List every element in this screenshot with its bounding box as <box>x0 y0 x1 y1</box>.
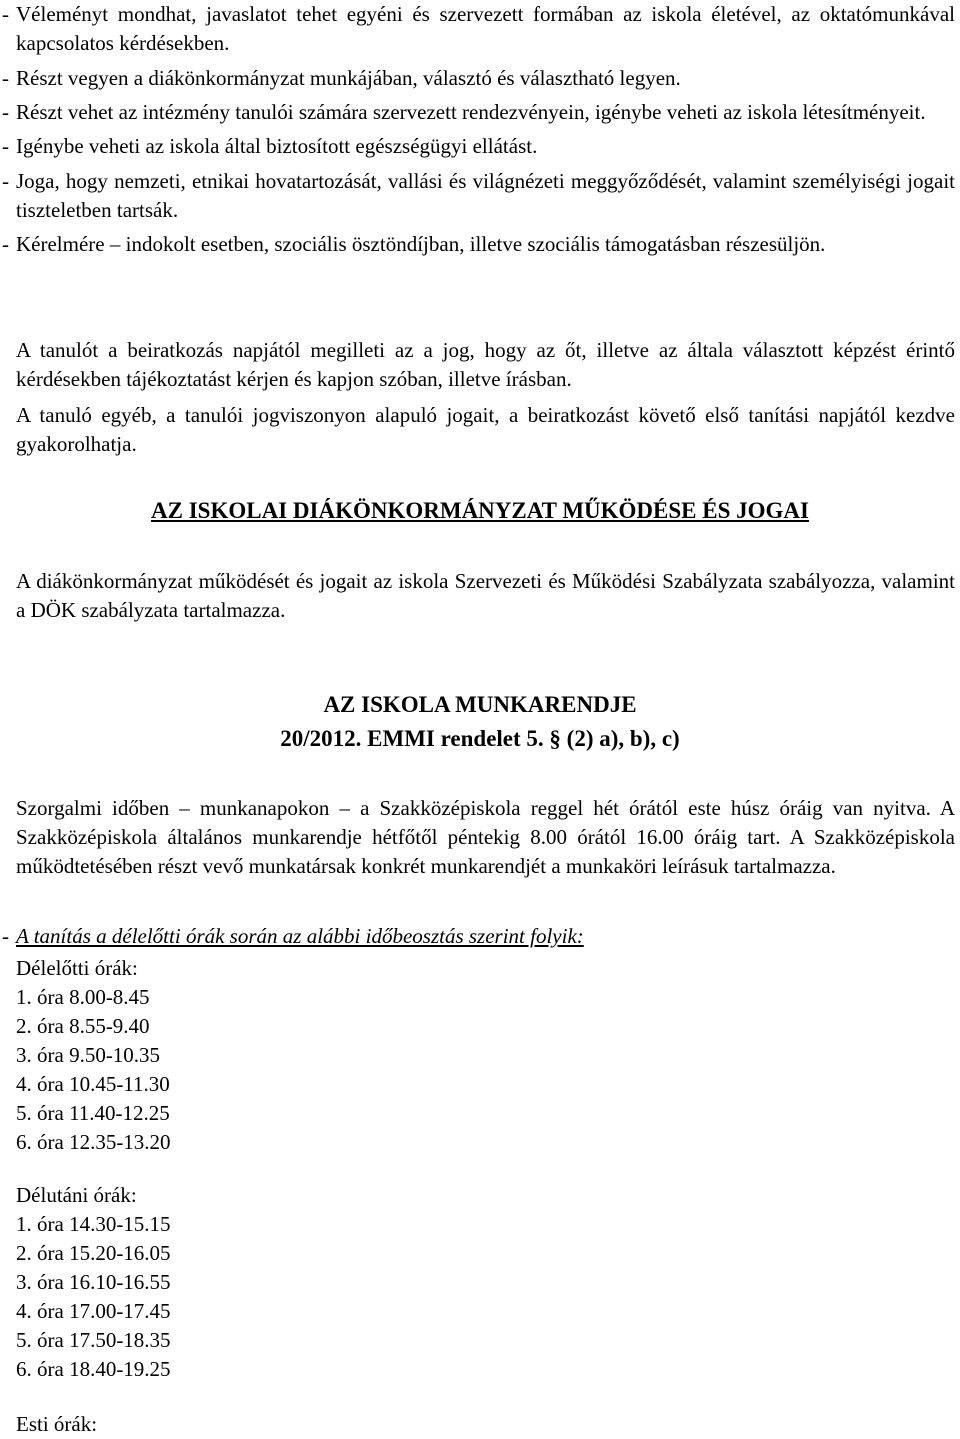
list-item <box>0 167 955 225</box>
afternoon-schedule <box>16 1181 171 1384</box>
schedule-row: 1. óra 14.30-15.15 <box>16 1212 171 1236</box>
schedule-row: 3. óra 9.50-10.35 <box>16 1043 161 1067</box>
bullet-dash: - <box>2 100 9 124</box>
section-subheading-decree: 20/2012. EMMI rendelet 5. § (2) a), b), c) <box>280 726 680 751</box>
list-item-text: Joga, hogy nemzeti, etnikai hovatartozását, vallási és világnézeti meggyőződését, valamint személyiségi jogait tiszteletben tartsák. <box>16 169 955 222</box>
schedule-row: 5. óra 17.50-18.35 <box>16 1328 171 1352</box>
rights-start-paragraph: A tanuló egyéb, a tanulói jogviszonyon alapuló jogait, a beiratkozást követő első tanítási napjától kezdve gyakorolhatja. <box>16 403 955 456</box>
information-right-paragraph: A tanulót a beiratkozás napjától megilleti az a jog, hogy az őt, illetve az általa választott képzést érintő kérdésekben tájékoztatást kérjen és kapjon szóban, illetve írásban. <box>16 338 955 391</box>
teaching-schedule-bullet <box>0 922 956 951</box>
bullet-dash: - <box>2 924 9 948</box>
bullet-dash: - <box>2 232 9 256</box>
morning-schedule <box>16 954 171 1157</box>
bullet-dash: - <box>2 66 9 90</box>
schedule-row: 2. óra 15.20-16.05 <box>16 1241 171 1265</box>
work-schedule-paragraph: Szorgalmi időben – munkanapokon – a Szakközépiskola reggel hét órától este húsz óráig van nyitva. A Szakközépiskola általános munkarendje hétfőtől péntekig 8.00 órától 16.00 óráig tart. A Szakközépiskola működtetésében részt vevő munkatársak konkrét munkarendjét a munkaköri leírásuk tartalmazza. <box>16 796 955 878</box>
list-item-text: Véleményt mondhat, javaslatot tehet egyéni és szervezett formában az iskola életével, az oktatómunkával kapcsolatos kérdésekben. <box>16 2 955 55</box>
afternoon-schedule-title: Délutáni órák: <box>16 1183 137 1207</box>
schedule-row: 4. óra 10.45-11.30 <box>16 1072 170 1096</box>
list-item <box>0 132 955 161</box>
list-item-text: Igénybe veheti az iskola által biztosított egészségügyi ellátást. <box>16 134 538 158</box>
schedule-row: 3. óra 16.10-16.55 <box>16 1270 171 1294</box>
list-item-text: Részt vegyen a diákönkormányzat munkájában, választó és választható legyen. <box>16 66 681 90</box>
morning-schedule-title: Délelőtti órák: <box>16 956 138 980</box>
list-item-text: Részt vehet az intézmény tanulói számára szervezett rendezvényein, igénybe veheti az iskola létesítményeit. <box>16 100 926 124</box>
section-heading-dok <box>0 498 960 524</box>
list-item <box>0 98 955 127</box>
bullet-dash: - <box>2 134 9 158</box>
list-item-text: Kérelmére – indokolt esetben, szociális ösztöndíjban, illetve szociális támogatásban részesüljön. <box>16 232 826 256</box>
schedule-row: 2. óra 8.55-9.40 <box>16 1014 150 1038</box>
list-item <box>0 0 955 58</box>
student-rights-list <box>0 0 955 259</box>
bullet-dash: - <box>2 169 9 193</box>
schedule-row: 4. óra 17.00-17.45 <box>16 1299 171 1323</box>
schedule-row: 5. óra 11.40-12.25 <box>16 1101 170 1125</box>
teaching-schedule-intro: A tanítás a délelőtti órák során az alábbi időbeosztás szerint folyik: <box>16 924 584 948</box>
evening-schedule <box>16 1410 97 1439</box>
evening-schedule-title: Esti órák: <box>16 1412 98 1436</box>
section-heading-munkarend: AZ ISKOLA MUNKARENDJE <box>323 692 637 717</box>
list-item <box>0 230 955 259</box>
list-item <box>0 64 955 93</box>
section-heading-dok-text: AZ ISKOLAI DIÁKÖNKORMÁNYZAT MŰKÖDÉSE ÉS JOGAI <box>151 498 809 523</box>
dok-paragraph: A diákönkormányzat működését és jogait az iskola Szervezeti és Működési Szabályzata szabályozza, valamint a DÖK szabályzata tartalmazza. <box>16 569 955 622</box>
schedule-row: 6. óra 18.40-19.25 <box>16 1357 171 1381</box>
schedule-row: 6. óra 12.35-13.20 <box>16 1130 171 1154</box>
schedule-row: 1. óra 8.00-8.45 <box>16 985 150 1009</box>
bullet-dash: - <box>2 2 9 26</box>
